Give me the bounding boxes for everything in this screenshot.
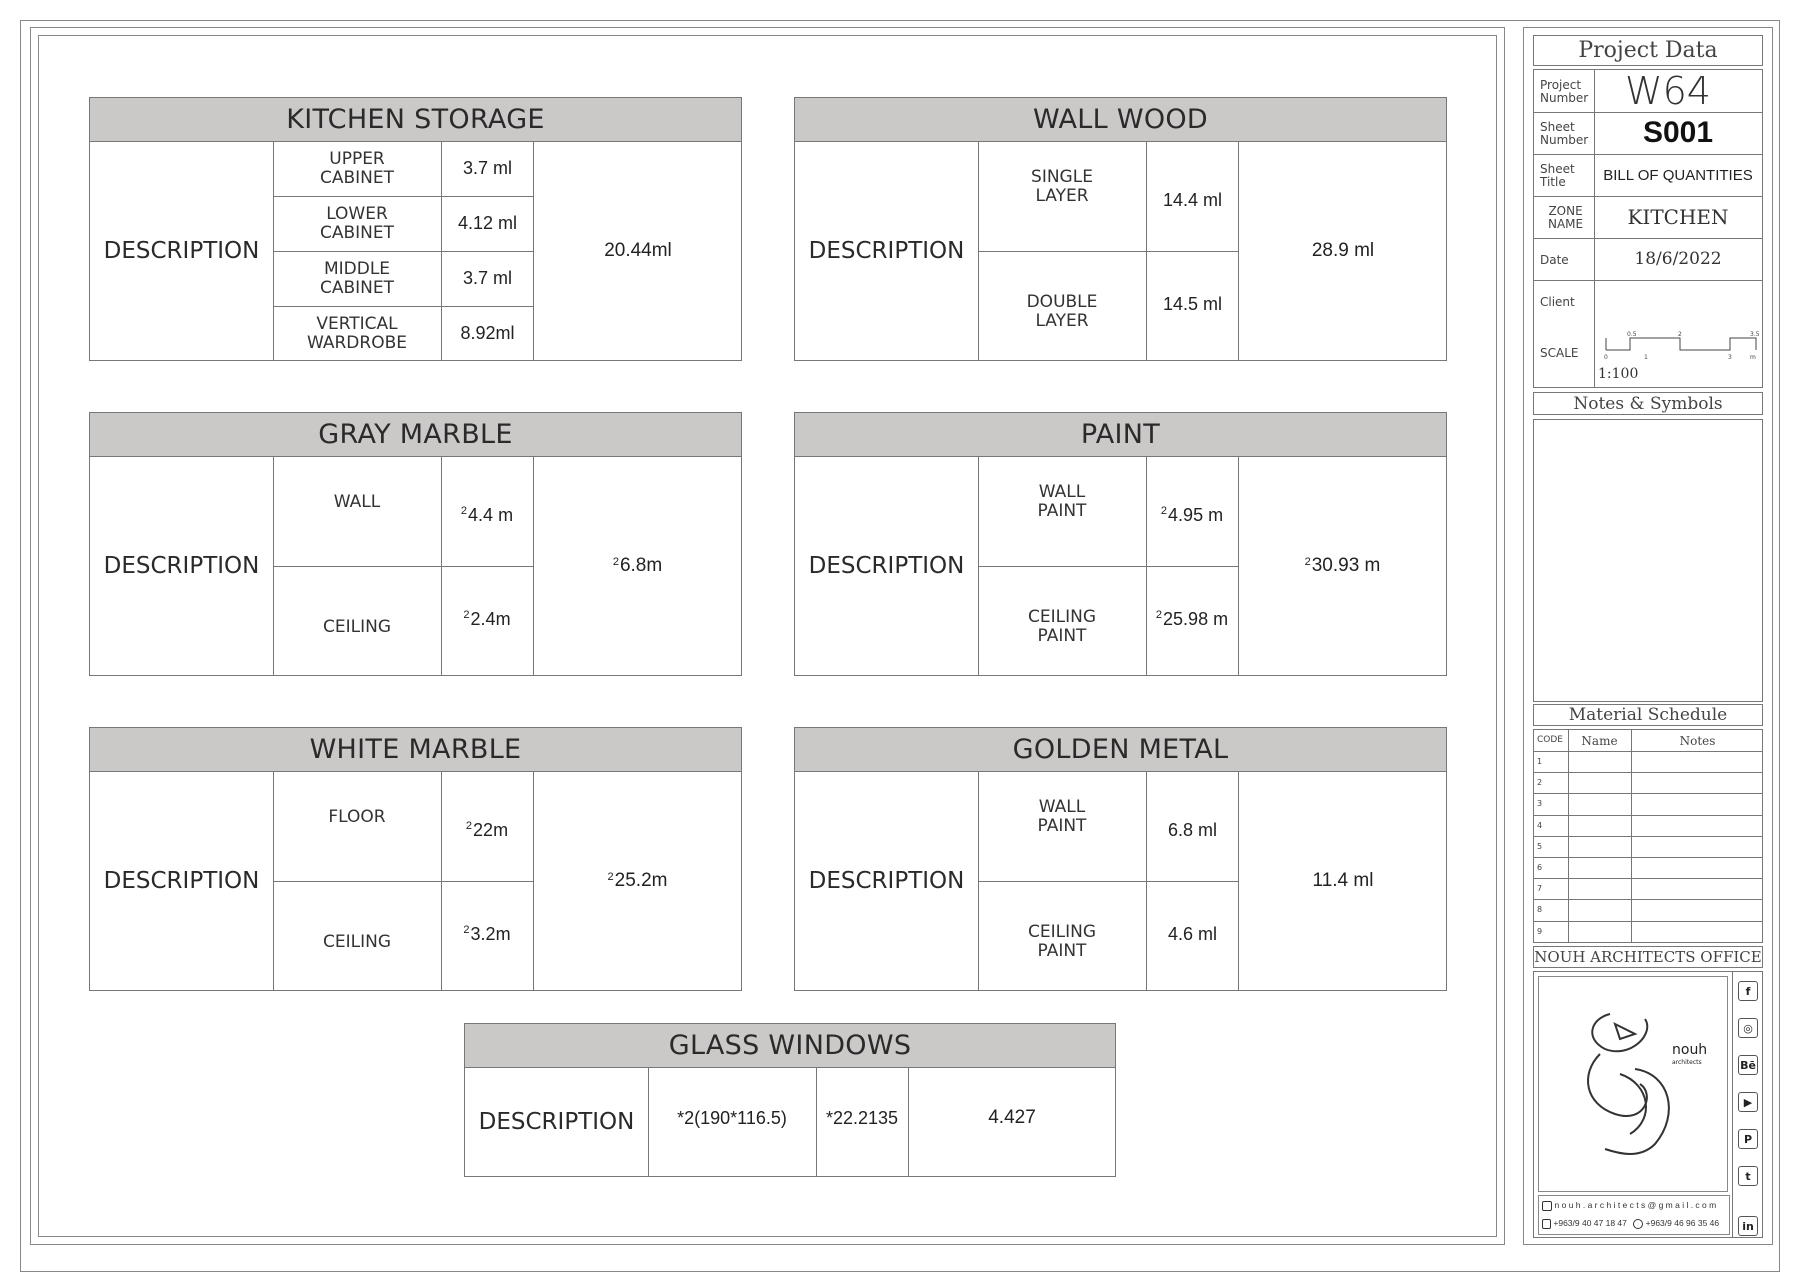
item-name: WALL PAINT — [1037, 482, 1087, 521]
total-quantity — [533, 771, 742, 990]
table-title: KITCHEN STORAGE — [90, 98, 741, 142]
item-name: WALL PAINT — [1037, 797, 1087, 836]
notes-area — [1533, 419, 1763, 702]
material-header — [1533, 704, 1763, 726]
unit-superscript: 2 — [465, 820, 473, 832]
description-label: DESCRIPTION — [808, 237, 965, 264]
divider — [1534, 921, 1762, 922]
table-title: PAINT — [795, 413, 1446, 457]
divider — [1594, 320, 1595, 387]
scale-tick: 3 — [1728, 354, 1732, 361]
total-quantity — [1238, 771, 1447, 990]
total-quantity — [1238, 141, 1447, 360]
item-name: VERTICAL WARDROBE — [306, 313, 407, 353]
material-title: Material Schedule — [1568, 705, 1728, 725]
divider — [1534, 857, 1762, 858]
divider — [1732, 972, 1733, 1238]
item-quantity — [1146, 251, 1238, 361]
nouh-logo — [1560, 994, 1730, 1164]
scale-tick: 2 — [1678, 331, 1682, 338]
table-title: WHITE MARBLE — [90, 728, 741, 772]
description-label: DESCRIPTION — [103, 237, 260, 264]
material-row-code: 9 — [1537, 926, 1543, 936]
item-name: WALL — [333, 491, 381, 512]
project-data-title: Project Data — [1578, 38, 1718, 63]
email-icon — [1542, 1201, 1552, 1211]
phone-2: +963/9 46 96 35 46 — [1645, 1218, 1720, 1228]
item-quantity — [1146, 771, 1238, 881]
item-quantity — [441, 251, 533, 306]
quantity-value: 4.6 ml — [1167, 923, 1218, 944]
material-row-code: 6 — [1537, 863, 1543, 872]
table-title: GRAY MARBLE — [90, 413, 741, 457]
scale-tick: 1 — [1644, 354, 1648, 361]
table-white-marble — [89, 727, 742, 991]
divider — [1534, 899, 1762, 900]
item-quantity — [441, 306, 533, 361]
glass-area: *22.2135 — [825, 1107, 899, 1128]
unit-superscript: 2 — [1160, 505, 1168, 517]
item-name: CEILING PAINT — [1028, 607, 1096, 646]
total-value: 11.4 ml — [1312, 869, 1374, 891]
notes-header — [1533, 392, 1763, 415]
item-quantity — [441, 771, 533, 881]
item-quantity — [441, 141, 533, 196]
table-title: WALL WOOD — [795, 98, 1446, 142]
material-row-code: 4 — [1537, 820, 1543, 830]
material-row-code: 2 — [1537, 778, 1543, 788]
table-title: GLASS WINDOWS — [465, 1024, 1115, 1068]
description-label: DESCRIPTION — [478, 1109, 635, 1135]
scale-tick: 0 — [1604, 354, 1608, 361]
total-quantity — [533, 456, 742, 675]
description-label: DESCRIPTION — [103, 552, 260, 579]
table-golden-metal — [794, 727, 1447, 991]
description-label: DESCRIPTION — [808, 552, 965, 579]
logo-subtext: architects — [1672, 1059, 1702, 1066]
item-name: DOUBLE LAYER — [1026, 292, 1098, 331]
project-data-table — [1533, 69, 1763, 361]
email-text[interactable]: n o u h . a r c h i t e c t s @ g m a i l . c o m — [1554, 1200, 1717, 1210]
table-gray-marble — [89, 412, 742, 676]
quantity-value: 4.4 m — [468, 504, 514, 525]
item-name: FLOOR — [328, 806, 386, 827]
client-label: Client — [1540, 295, 1575, 309]
item-name: SINGLE LAYER — [1031, 167, 1093, 206]
divider — [1534, 751, 1762, 752]
glass-total: 4.427 — [988, 1107, 1036, 1128]
quantity-value: 3.2m — [470, 923, 511, 944]
material-col-notes: Notes — [1679, 734, 1716, 748]
instagram-icon[interactable]: ◎ — [1738, 1018, 1758, 1038]
quantity-value: 4.12 ml — [457, 213, 518, 233]
quantity-value: 6.8 ml — [1167, 819, 1218, 840]
item-quantity — [1146, 881, 1238, 991]
unit-superscript: 2 — [612, 555, 619, 568]
table-kitchen-storage — [89, 97, 742, 361]
office-name: NOUH ARCHITECTS OFFICE — [1534, 948, 1762, 966]
client-value — [1594, 280, 1762, 322]
item-quantity — [441, 456, 533, 566]
unit-superscript: 2 — [463, 609, 470, 621]
total-value: 28.9 ml — [1311, 239, 1375, 261]
sheet-title-label: Sheet Title — [1540, 162, 1575, 189]
quantity-value: 4.95 m — [1168, 504, 1224, 525]
scale-tick: m — [1750, 354, 1756, 361]
material-row-code: 7 — [1537, 884, 1543, 894]
logo-text: nouh — [1672, 1042, 1708, 1058]
material-row-code: 1 — [1537, 757, 1543, 766]
total-quantity — [533, 141, 742, 360]
phone-1: +963/9 40 47 18 47 — [1553, 1218, 1627, 1228]
item-name: LOWER CABINET — [319, 203, 395, 243]
unit-superscript: 2 — [1155, 609, 1163, 621]
quantity-value: 25.98 m — [1163, 608, 1229, 629]
sheet-number-label: Sheet Number — [1540, 120, 1589, 147]
pinterest-icon[interactable]: P — [1738, 1129, 1758, 1149]
total-value: 20.44ml — [604, 239, 672, 261]
sheet-number: S001 — [1642, 116, 1714, 149]
scale-tick: 0.5 — [1627, 331, 1637, 338]
project-number-label: Project Number — [1540, 78, 1589, 105]
material-col-code: CODE — [1537, 735, 1563, 745]
item-name: CEILING PAINT — [1028, 922, 1096, 961]
item-name: CEILING — [323, 616, 391, 637]
quantity-value: 22m — [473, 819, 509, 840]
quantity-value: 2.4m — [470, 608, 511, 629]
twitter-icon[interactable]: t — [1738, 1166, 1758, 1186]
divider — [1534, 772, 1762, 773]
scale-bar-graphic — [1600, 330, 1760, 362]
quantity-value: 14.5 ml — [1162, 293, 1223, 314]
zone-label: ZONE NAME — [1548, 204, 1584, 231]
material-row-code: 5 — [1537, 841, 1543, 851]
material-row-code: 8 — [1537, 905, 1543, 915]
glass-dimension: *2(190*116.5) — [677, 1107, 787, 1128]
item-quantity — [1146, 456, 1238, 566]
item-name: MIDDLE CABINET — [319, 258, 395, 298]
divider — [1534, 878, 1762, 879]
unit-superscript: 2 — [460, 505, 468, 517]
office-logo-box — [1533, 971, 1763, 1238]
notes-title: Notes & Symbols — [1573, 393, 1723, 414]
unit-superscript: 2 — [1304, 555, 1311, 568]
material-row-code: 3 — [1537, 799, 1543, 809]
scale-label: SCALE — [1540, 346, 1579, 360]
item-quantity — [441, 881, 533, 991]
item-quantity — [441, 566, 533, 676]
unit-superscript: 2 — [607, 870, 614, 883]
quantity-value: 14.4 ml — [1162, 189, 1223, 210]
scale-value: 1:100 — [1598, 366, 1639, 382]
divider — [1534, 815, 1762, 816]
divider — [1534, 793, 1762, 794]
date-value: 18/6/2022 — [1634, 249, 1722, 269]
phone-icon — [1542, 1219, 1551, 1229]
total-value: 30.93 m — [1311, 554, 1381, 576]
office-header — [1533, 946, 1763, 968]
project-number: W64 — [1625, 69, 1711, 113]
material-schedule-table — [1533, 729, 1763, 943]
total-value: 25.2m — [614, 869, 668, 891]
scale-tick: 3.5 — [1750, 331, 1760, 338]
table-paint — [794, 412, 1447, 676]
item-name: CEILING — [323, 931, 391, 952]
behance-icon[interactable]: Bē — [1738, 1055, 1758, 1075]
table-title: GOLDEN METAL — [795, 728, 1446, 772]
item-quantity — [1146, 566, 1238, 676]
table-wall-wood — [794, 97, 1447, 361]
sheet-title: BILL OF QUANTITIES — [1603, 166, 1753, 184]
date-label: Date — [1540, 253, 1569, 267]
scale-box — [1533, 320, 1763, 388]
item-quantity — [1146, 141, 1238, 251]
description-label: DESCRIPTION — [808, 867, 965, 894]
linkedin-icon[interactable]: in — [1738, 1216, 1758, 1236]
table-glass-windows — [464, 1023, 1116, 1177]
unit-superscript: 2 — [463, 924, 470, 936]
item-quantity — [441, 196, 533, 251]
item-name: UPPER CABINET — [319, 148, 395, 188]
email-contact — [1542, 1200, 1716, 1211]
divider — [1534, 836, 1762, 837]
zone-name: KITCHEN — [1627, 205, 1729, 229]
total-value: 6.8m — [619, 554, 663, 576]
total-quantity — [1238, 456, 1447, 675]
quantity-value: 3.7 ml — [462, 268, 513, 288]
quantity-value: 8.92ml — [460, 323, 515, 343]
material-col-name: Name — [1581, 734, 1618, 748]
youtube-icon[interactable]: ▶ — [1738, 1092, 1758, 1112]
quantity-value: 3.7 ml — [462, 158, 513, 178]
whatsapp-icon — [1633, 1219, 1643, 1229]
project-data-header — [1533, 35, 1763, 66]
phone-contacts — [1542, 1218, 1719, 1229]
description-label: DESCRIPTION — [103, 867, 260, 894]
facebook-icon[interactable]: f — [1738, 981, 1758, 1001]
